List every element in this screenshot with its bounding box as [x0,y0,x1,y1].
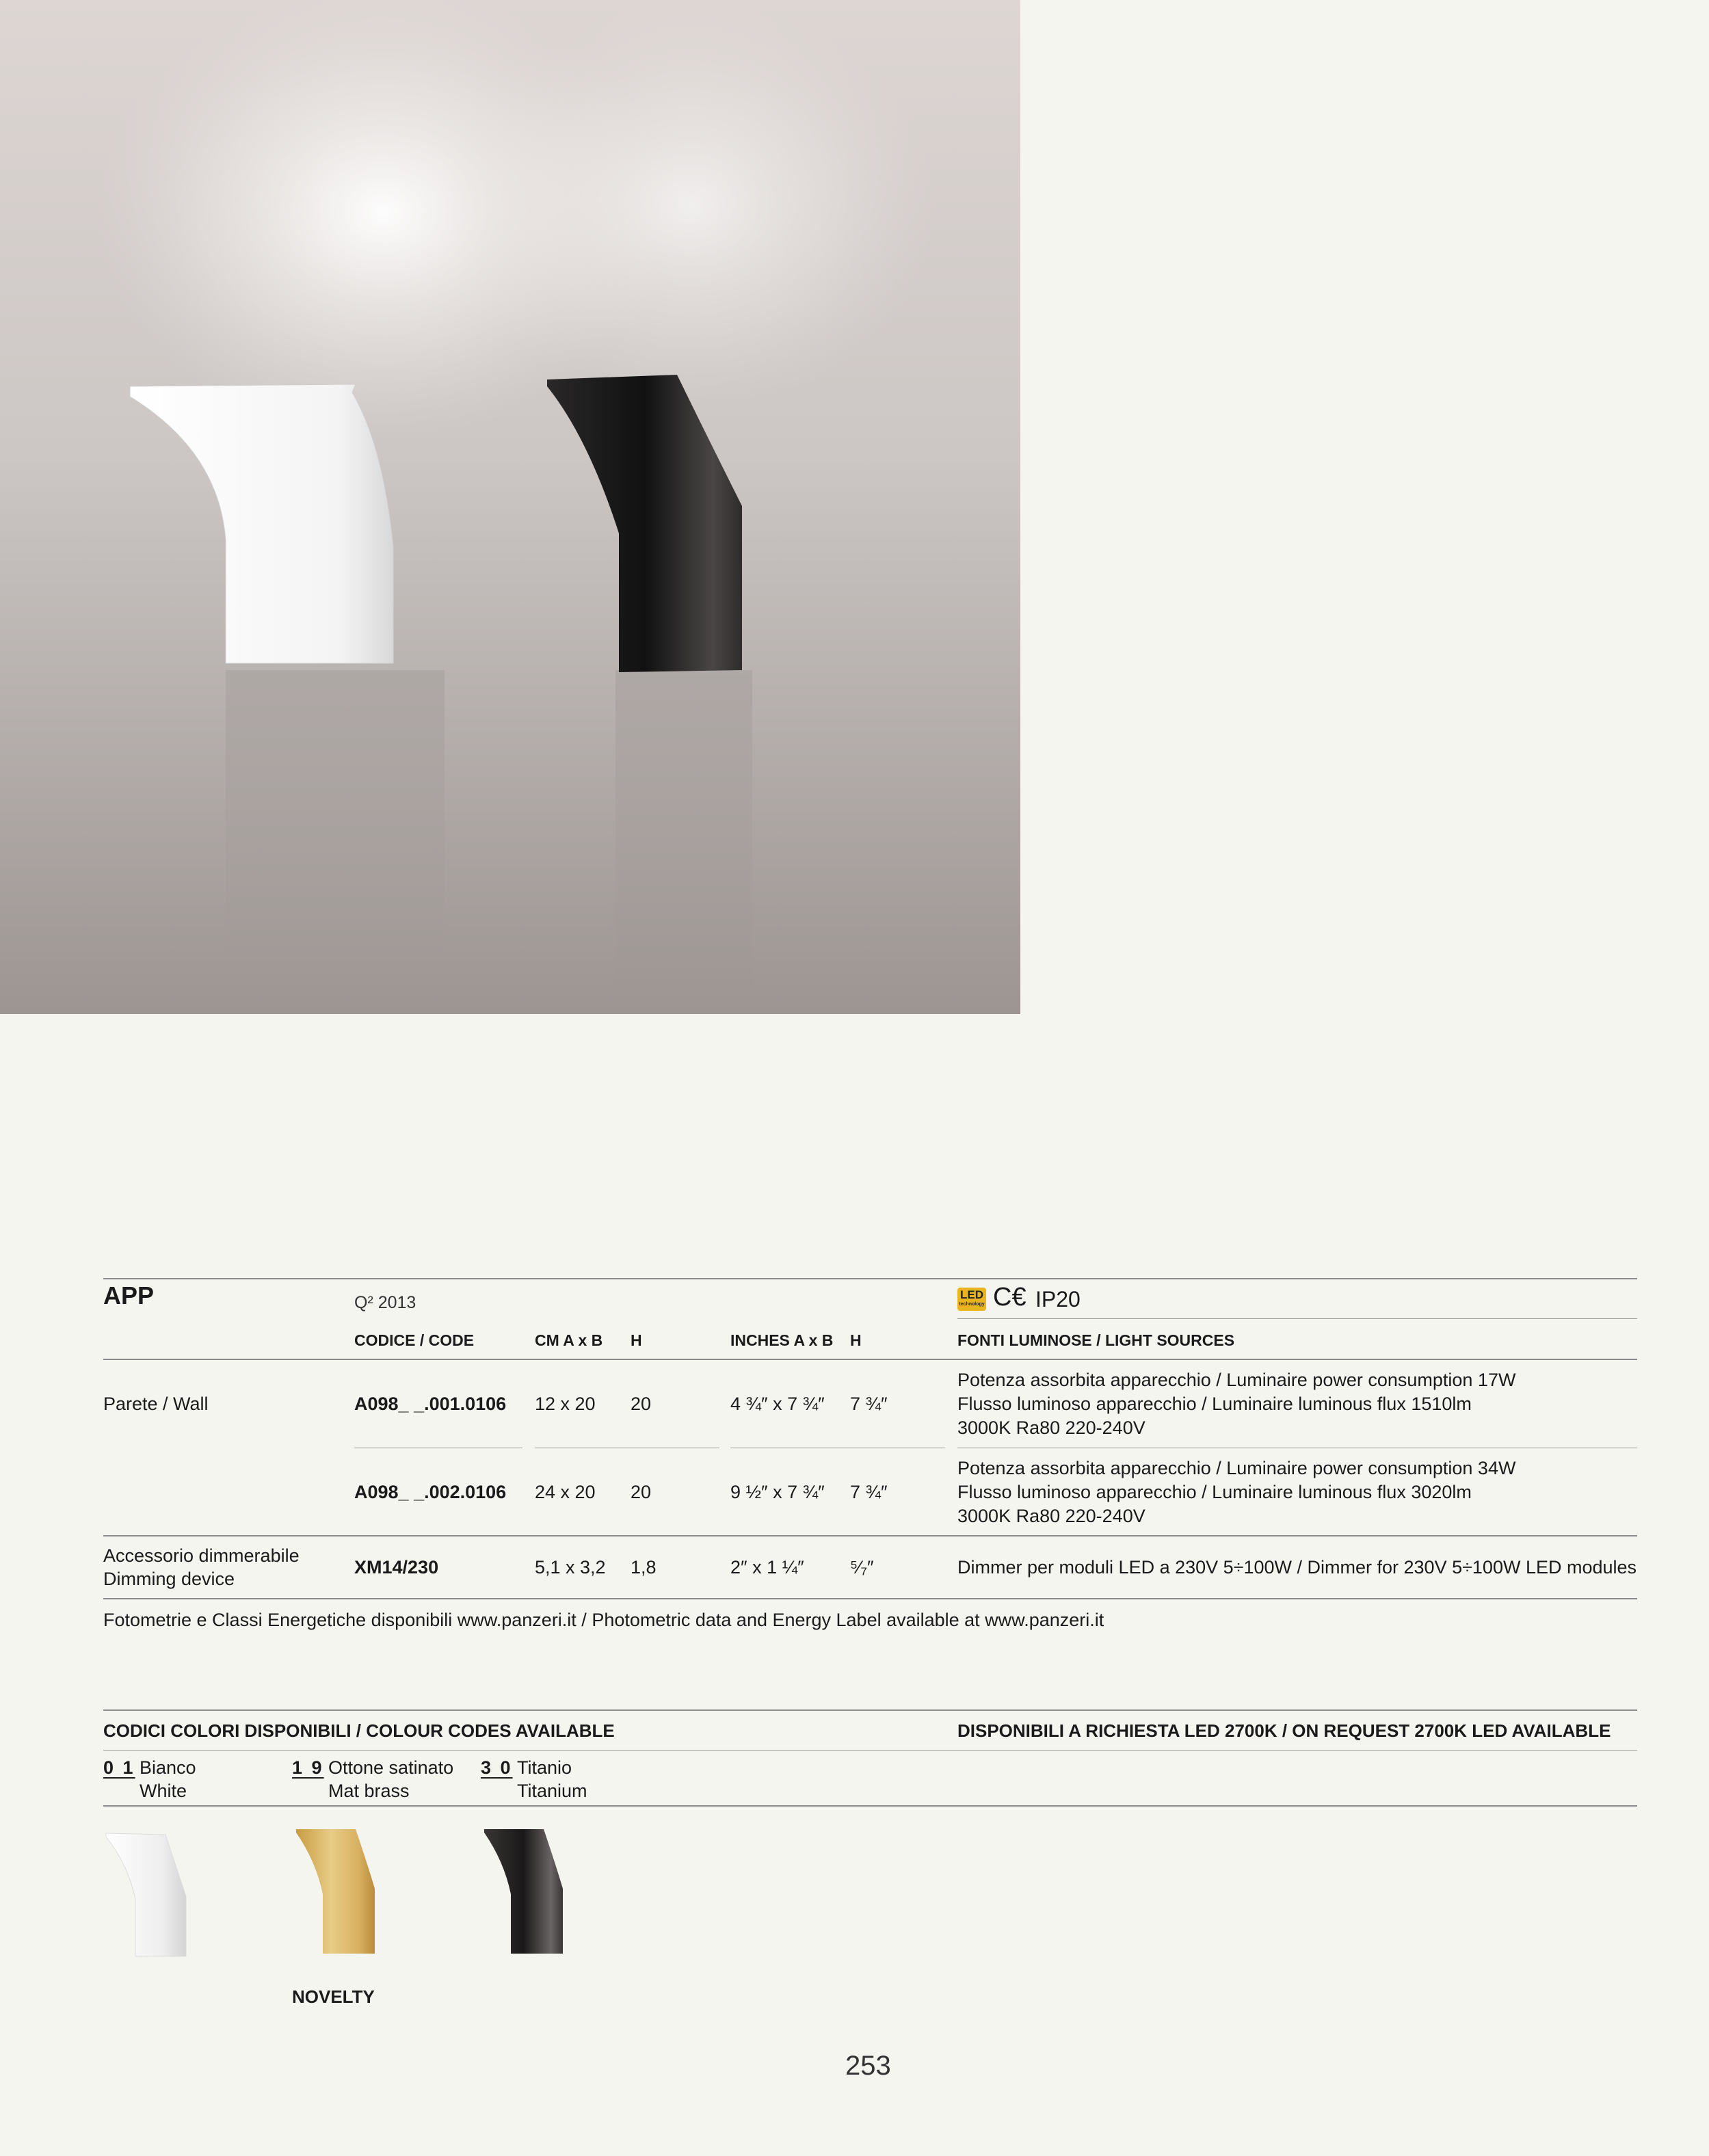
colours-heading: CODICI COLORI DISPONIBILI / COLOUR CODES AVAILABLE [103,1720,615,1741]
accessory-cm: 5,1 x 3,2 [535,1557,606,1578]
page-number: 253 [845,2051,891,2081]
row-source-line: Flusso luminoso apparecchio / Luminaire luminous flux 3020lm [957,1482,1472,1502]
white-swatch-image [103,1831,191,1958]
group-label: Parete / Wall [103,1394,209,1414]
colour-name-it: Ottone satinato [328,1757,454,1778]
row-source-line: 3000K Ra80 220-240V [957,1506,1145,1526]
table-top-rule [103,1278,1637,1279]
ip-rating: IP20 [1035,1287,1081,1312]
colours-top-rule [103,1709,1637,1711]
row-source-line: Potenza assorbita apparecchio / Luminaire power consumption 34W [957,1458,1516,1478]
accessory-source: Dimmer per moduli LED a 230V 5÷100W / Dimmer for 230V 5÷100W LED modules [957,1557,1637,1578]
header-rule [103,1359,1637,1360]
row-inches-h: 7 ¾″ [850,1394,888,1414]
row-code: A098_ _.001.0106 [354,1394,507,1414]
row-cm-h: 20 [631,1482,652,1502]
product-photo [0,0,1020,1014]
brass-swatch-image [293,1827,382,1957]
row-code: A098_ _.002.0106 [354,1482,507,1502]
accessory-inches: 2″ x 1 ¼″ [730,1557,804,1578]
row-source-line: 3000K Ra80 220-240V [957,1418,1145,1438]
colour-code: 3 0 [481,1757,513,1778]
colour-name-it: Bianco [140,1757,196,1778]
product-year: Q² 2013 [354,1293,416,1312]
novelty-label: NOVELTY [292,1986,375,2007]
accessory-code: XM14/230 [354,1557,439,1578]
col-header-cm: CM A x B [535,1331,603,1349]
row-inches: 9 ½″ x 7 ¾″ [730,1482,825,1502]
col-header-code: CODICE / CODE [354,1331,475,1349]
row-inches-h: 7 ¾″ [850,1482,888,1502]
colour-name-it: Titanio [517,1757,572,1778]
colour-name-en: White [140,1781,187,1801]
colour-name-en: Titanium [517,1781,587,1801]
row-inches: 4 ¾″ x 7 ¾″ [730,1394,825,1414]
product-name: APP [103,1281,155,1309]
titanium-swatch-image [481,1827,570,1957]
on-request-note: DISPONIBILI A RICHIESTA LED 2700K / ON REQUEST 2700K LED AVAILABLE [957,1720,1611,1741]
colour-code: 0 1 [103,1757,135,1778]
accessory-label: Dimming device [103,1569,235,1589]
col-header-sources: FONTI LUMINOSE / LIGHT SOURCES [957,1331,1235,1349]
row-cm: 24 x 20 [535,1482,596,1502]
row-source-line: Potenza assorbita apparecchio / Luminaire power consumption 17W [957,1370,1516,1390]
accessory-label: Accessorio dimmerabile [103,1545,300,1566]
accessory-inches-h: ⁵⁄₇″ [850,1557,874,1578]
colours-mid-rule [103,1750,1637,1751]
col-header-inches-h: H [850,1331,862,1349]
colour-code: 1 9 [292,1757,324,1778]
row-source-line: Flusso luminoso apparecchio / Luminaire luminous flux 1510lm [957,1394,1472,1414]
table-bottom-rule [103,1598,1637,1599]
badge-rule [957,1318,1637,1319]
ce-mark-icon: C€ [993,1283,1026,1312]
accessory-cm-h: 1,8 [631,1557,657,1578]
footnote: Fotometrie e Classi Energetiche disponibili www.panzeri.it / Photometric data and Energy Label available at www.panzeri.it [103,1610,1104,1630]
led-badge-icon: LED technology [957,1288,986,1311]
col-header-inches: INCHES A x B [730,1331,834,1349]
colours-bottom-rule [103,1805,1637,1807]
row-rule [103,1535,1637,1536]
row-cm-h: 20 [631,1394,652,1414]
col-header-cm-h: H [631,1331,642,1349]
row-cm: 12 x 20 [535,1394,596,1414]
colour-name-en: Mat brass [328,1781,410,1801]
